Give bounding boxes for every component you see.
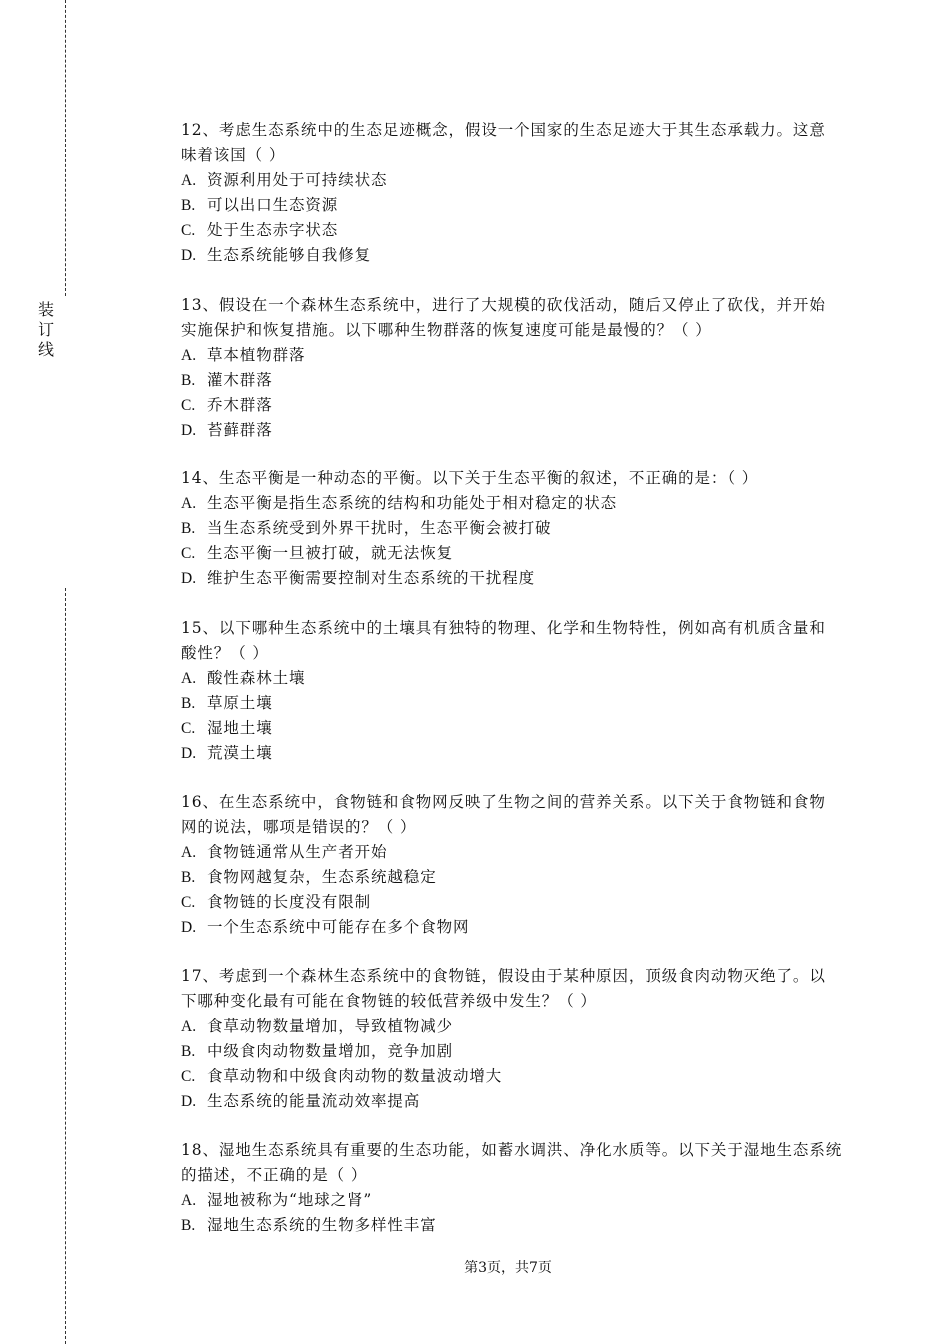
option-text: 食草动物数量增加，导致植物减少: [207, 1017, 454, 1035]
option: [181, 691, 841, 716]
option: [181, 741, 841, 766]
option: [181, 243, 841, 268]
binding-label: 装订线: [37, 300, 54, 359]
option-text: 一个生态系统中可能存在多个食物网: [207, 918, 470, 936]
option: [181, 716, 841, 741]
option-letter: B.: [181, 520, 196, 537]
option-text: 食物链通常从生产者开始: [207, 843, 388, 861]
option: [181, 566, 841, 591]
option-text: 中级食肉动物数量增加，竞争加剧: [207, 1042, 454, 1060]
option-text: 湿地生态系统的生物多样性丰富: [207, 1216, 437, 1234]
option-letter: C.: [181, 545, 196, 562]
option: [181, 1064, 841, 1089]
option-letter: B.: [181, 372, 196, 389]
option: [181, 1039, 841, 1064]
question-stem: 的描述，不正确的是（ ）: [181, 1166, 368, 1184]
option-letter: D.: [181, 570, 197, 587]
option: [181, 666, 841, 691]
option-text: 草本植物群落: [207, 346, 306, 364]
option: [181, 193, 841, 218]
question-18: [181, 1138, 841, 1238]
option: [181, 393, 841, 418]
option: [181, 1188, 841, 1213]
question-stem: 网的说法，哪项是错误的？（ ）: [181, 818, 417, 836]
option-text: 湿地土壤: [207, 719, 273, 737]
option-text: 食草动物和中级食肉动物的数量波动增大: [207, 1067, 503, 1085]
question-stem: 18、湿地生态系统具有重要的生态功能，如蓄水调洪、净化水质等。以下关于湿地生态系统: [181, 1141, 843, 1159]
option-text: 荒漠土壤: [207, 744, 273, 762]
option-letter: A.: [181, 172, 197, 189]
option-letter: D.: [181, 1093, 197, 1110]
option: [181, 168, 841, 193]
option: [181, 218, 841, 243]
option-text: 当生态系统受到外界干扰时，生态平衡会被打破: [207, 519, 552, 537]
option-letter: A.: [181, 495, 197, 512]
option-letter: B.: [181, 869, 196, 886]
option: [181, 1014, 841, 1039]
option-text: 生态平衡一旦被打破，就无法恢复: [207, 544, 454, 562]
option-text: 处于生态赤字状态: [207, 221, 339, 239]
option: [181, 1213, 841, 1238]
option-letter: D.: [181, 422, 197, 439]
option-letter: D.: [181, 919, 197, 936]
question-stem: 味着该国（ ）: [181, 146, 286, 164]
question-stem: 酸性？（ ）: [181, 644, 269, 662]
option: [181, 840, 841, 865]
option-text: 食物链的长度没有限制: [207, 893, 372, 911]
question-stem: 17、考虑到一个森林生态系统中的食物链，假设由于某种原因，顶级食肉动物灭绝了。以: [181, 967, 826, 985]
question-16: [181, 790, 841, 940]
question-stem: 13、假设在一个森林生态系统中，进行了大规模的砍伐活动，随后又停止了砍伐，并开始: [181, 296, 826, 314]
option: [181, 915, 841, 940]
option-letter: A.: [181, 670, 197, 687]
option-text: 乔木群落: [207, 396, 273, 414]
option-letter: C.: [181, 720, 196, 737]
option-letter: B.: [181, 695, 196, 712]
option: [181, 491, 841, 516]
option: [181, 516, 841, 541]
question-14: [181, 466, 841, 591]
option-text: 可以出口生态资源: [207, 196, 339, 214]
question-stem: 实施保护和恢复措施。以下哪种生物群落的恢复速度可能是最慢的？（ ）: [181, 321, 712, 339]
option-text: 食物网越复杂，生态系统越稳定: [207, 868, 437, 886]
option: [181, 890, 841, 915]
option-letter: A.: [181, 347, 197, 364]
option-text: 生态系统能够自我修复: [207, 246, 372, 264]
option-text: 生态平衡是指生态系统的结构和功能处于相对稳定的状态: [207, 494, 618, 512]
option-text: 酸性森林土壤: [207, 669, 306, 687]
option-letter: B.: [181, 1043, 196, 1060]
question-15: [181, 616, 841, 766]
question-stem: 12、考虑生态系统中的生态足迹概念，假设一个国家的生态足迹大于其生态承载力。这意: [181, 121, 826, 139]
option-text: 草原土壤: [207, 694, 273, 712]
option-text: 资源利用处于可持续状态: [207, 171, 388, 189]
option-letter: D.: [181, 745, 197, 762]
option: [181, 1089, 841, 1114]
option-letter: C.: [181, 397, 196, 414]
question-17: [181, 964, 841, 1114]
option-letter: C.: [181, 1068, 196, 1085]
option-letter: D.: [181, 247, 197, 264]
option-text: 苔藓群落: [207, 421, 273, 439]
question-stem: 16、在生态系统中，食物链和食物网反映了生物之间的营养关系。以下关于食物链和食物: [181, 793, 826, 811]
option-letter: A.: [181, 1192, 197, 1209]
option-text: 湿地被称为“地球之肾”: [207, 1191, 373, 1209]
option-letter: C.: [181, 222, 196, 239]
option-letter: C.: [181, 894, 196, 911]
option-letter: B.: [181, 1217, 196, 1234]
option: [181, 541, 841, 566]
question-stem: 15、以下哪种生态系统中的土壤具有独特的物理、化学和生物特性，例如高有机质含量和: [181, 619, 826, 637]
option: [181, 343, 841, 368]
option-letter: B.: [181, 197, 196, 214]
option-text: 灌木群落: [207, 371, 273, 389]
question-13: [181, 293, 841, 443]
option-letter: A.: [181, 1018, 197, 1035]
option-text: 维护生态平衡需要控制对生态系统的干扰程度: [207, 569, 536, 587]
binding-line-bottom: [65, 588, 66, 1344]
binding-line-top: [65, 0, 66, 296]
option: [181, 418, 841, 443]
option: [181, 865, 841, 890]
question-stem: 14、生态平衡是一种动态的平衡。以下关于生态平衡的叙述，不正确的是：（ ）: [181, 469, 759, 487]
question-stem: 下哪种变化最有可能在食物链的较低营养级中发生？（ ）: [181, 992, 597, 1010]
question-12: [181, 118, 841, 268]
option-letter: A.: [181, 844, 197, 861]
option: [181, 368, 841, 393]
option-text: 生态系统的能量流动效率提高: [207, 1092, 421, 1110]
page-footer: 第3页，共7页: [464, 1260, 552, 1276]
